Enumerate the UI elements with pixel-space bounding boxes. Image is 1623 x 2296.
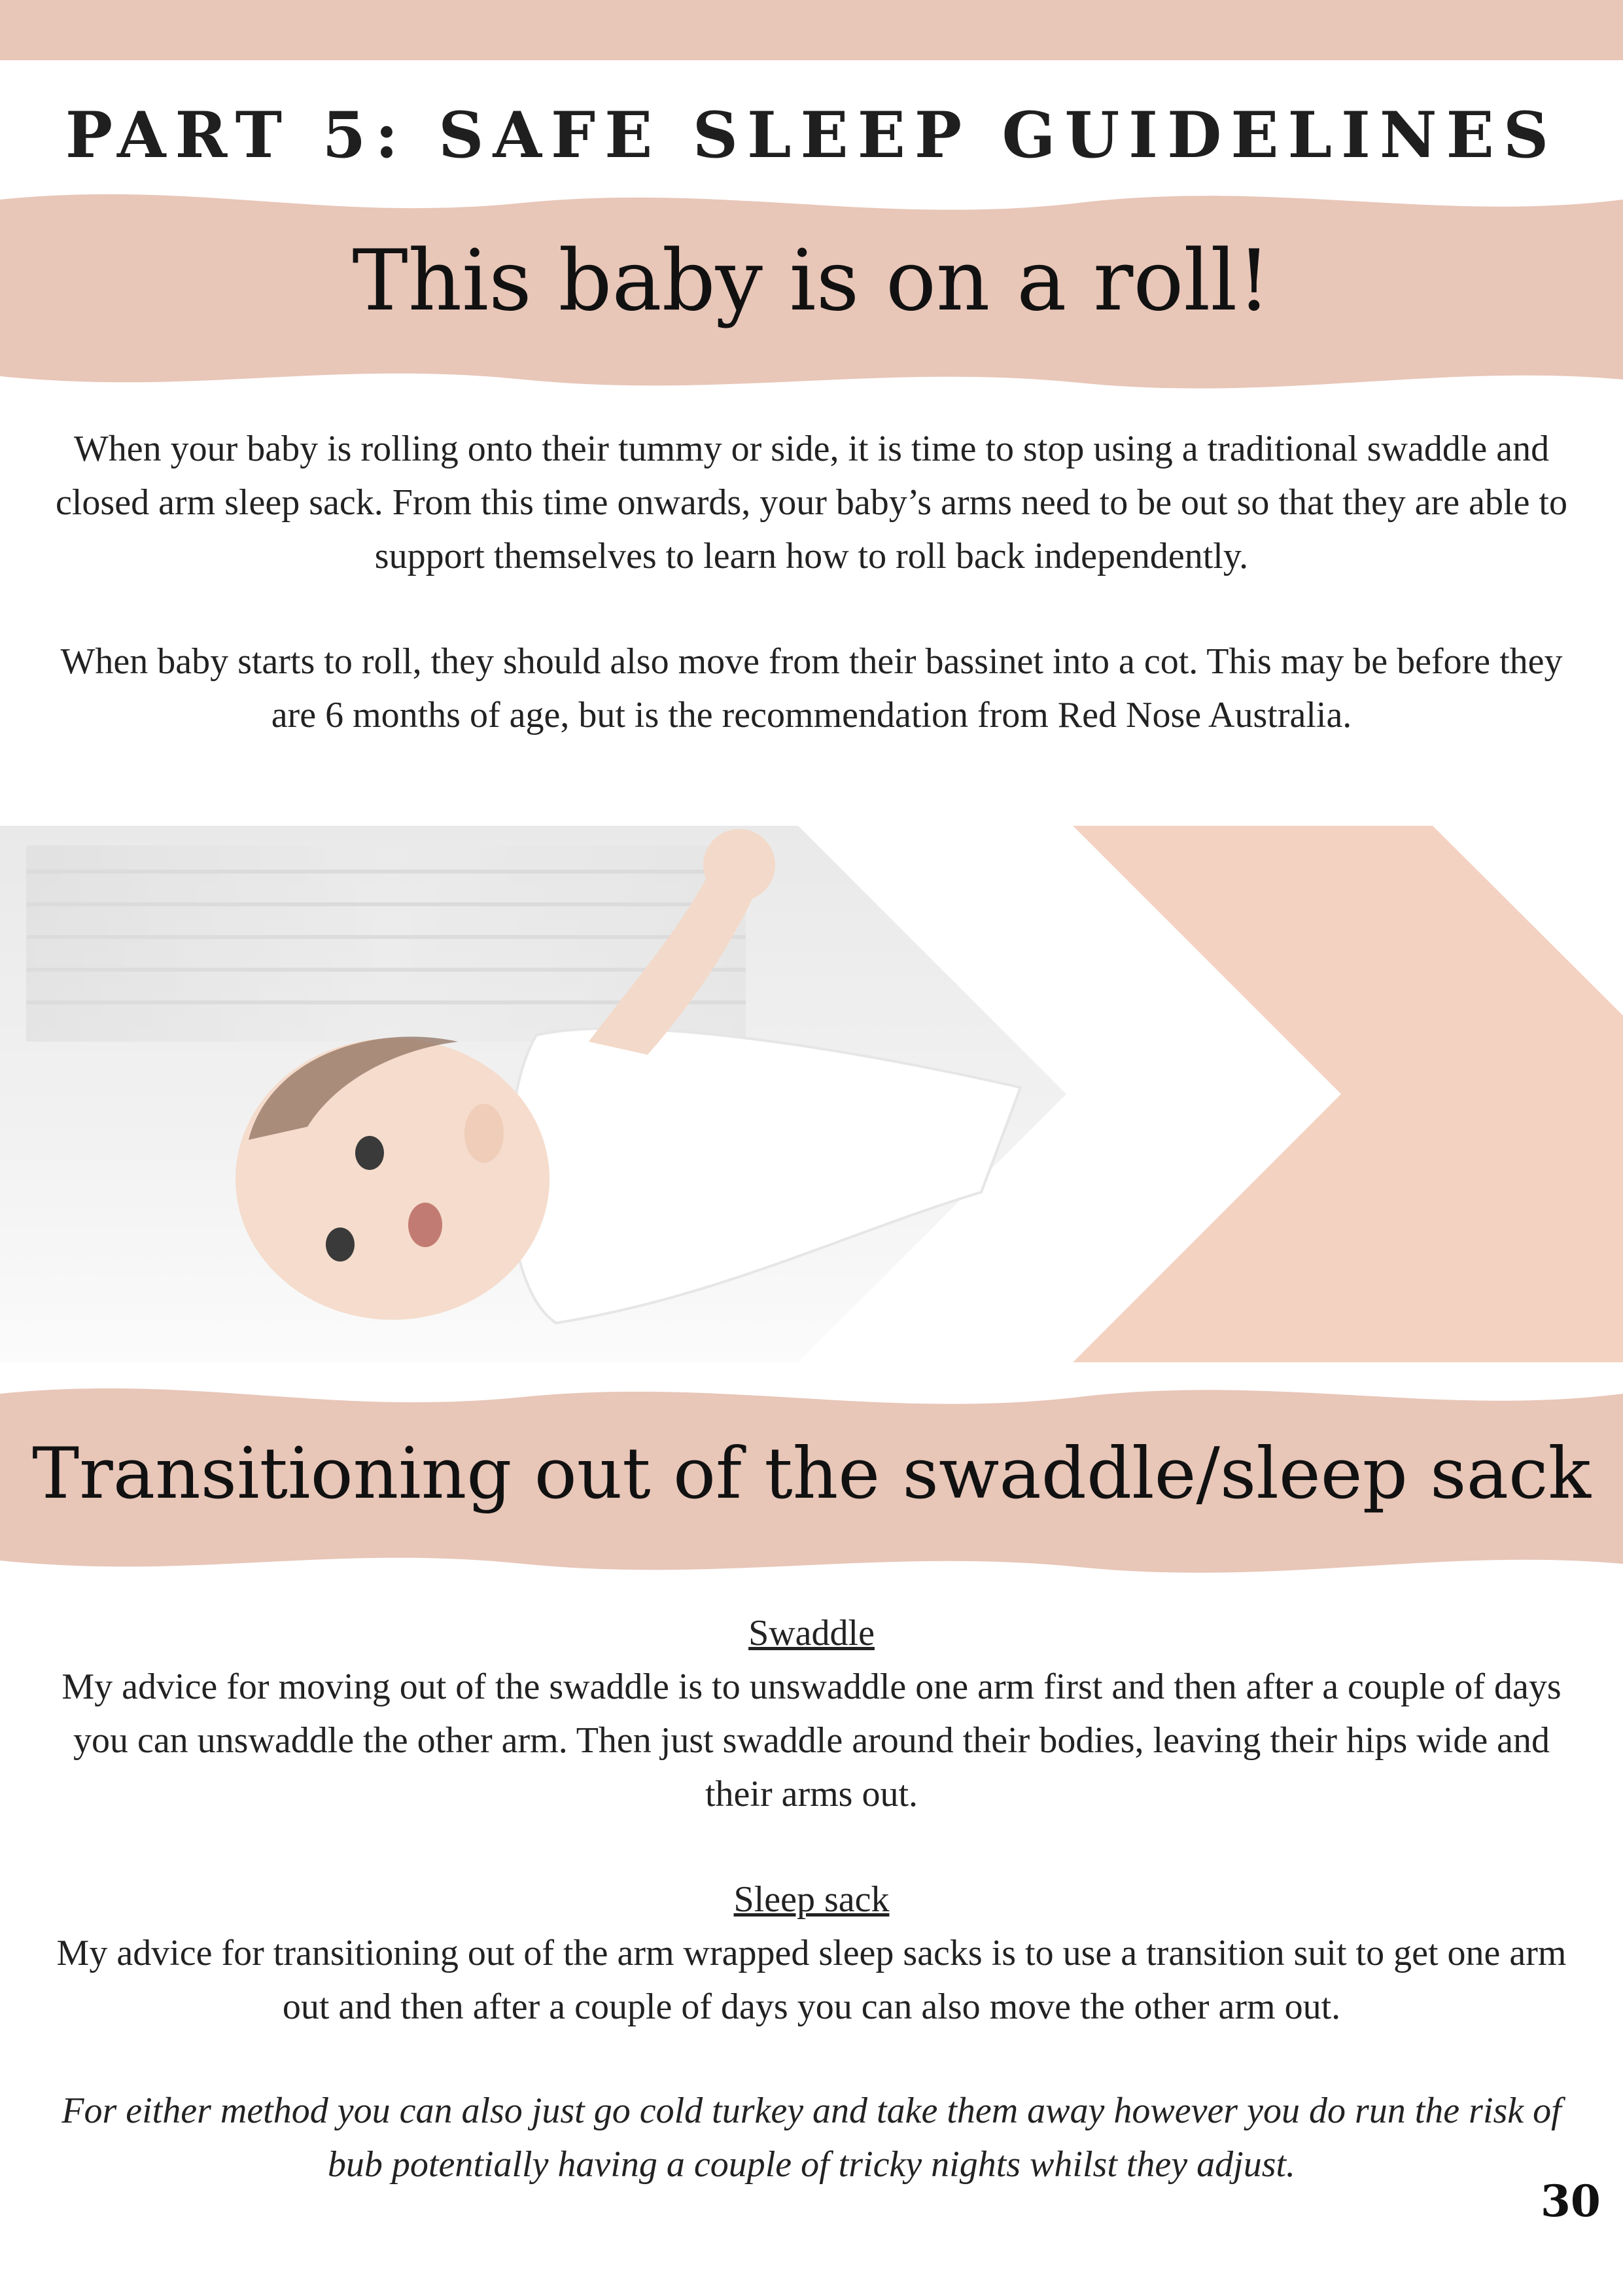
cold-turkey-note: For either method you can also just go cold turkey and take them away however you do run the risk of bub potentially having a couple of tricky nights whilst they adjust. [61, 2091, 1562, 2185]
sleep-sack-paragraph: My advice for transitioning out of the arm wrapped sleep sacks is to use a transition suit to get one arm out and then after a couple of days you can also move the other arm out. [56, 1933, 1567, 2027]
rolling-paragraph: When your baby is rolling onto their tummy or side, it is time to stop using a traditional swaddle and closed arm sleep sack. From this time onwards, your baby’s arms need to be out so that they are able to support themselves to learn how to roll back independently. [56, 429, 1567, 576]
page-number: 30 [1541, 2176, 1601, 2227]
cot-paragraph: When baby starts to roll, they should also move from their bassinet into a cot. This may be before they are 6 months of age, but is the recommendation from Red Nose Australia. [60, 641, 1563, 735]
baby-rolling-photo [0, 826, 1623, 1362]
swaddle-heading: Swaddle [748, 1613, 875, 1653]
sleep-sack-heading: Sleep sack [733, 1879, 890, 1920]
section-title-rolling: This baby is on a roll! [352, 232, 1271, 330]
section-title-transition: Transitioning out of the swaddle/sleep sack [32, 1433, 1591, 1515]
swaddle-paragraph: My advice for moving out of the swaddle is to unswaddle one arm first and then after a couple of days you can unswaddle the other arm. Then just swaddle around their bodies, leaving their hips wide and their arms out. [61, 1667, 1562, 1814]
top-accent-band [0, 0, 1623, 60]
part-title: PART 5: SAFE SLEEP GUIDELINES [65, 98, 1558, 172]
